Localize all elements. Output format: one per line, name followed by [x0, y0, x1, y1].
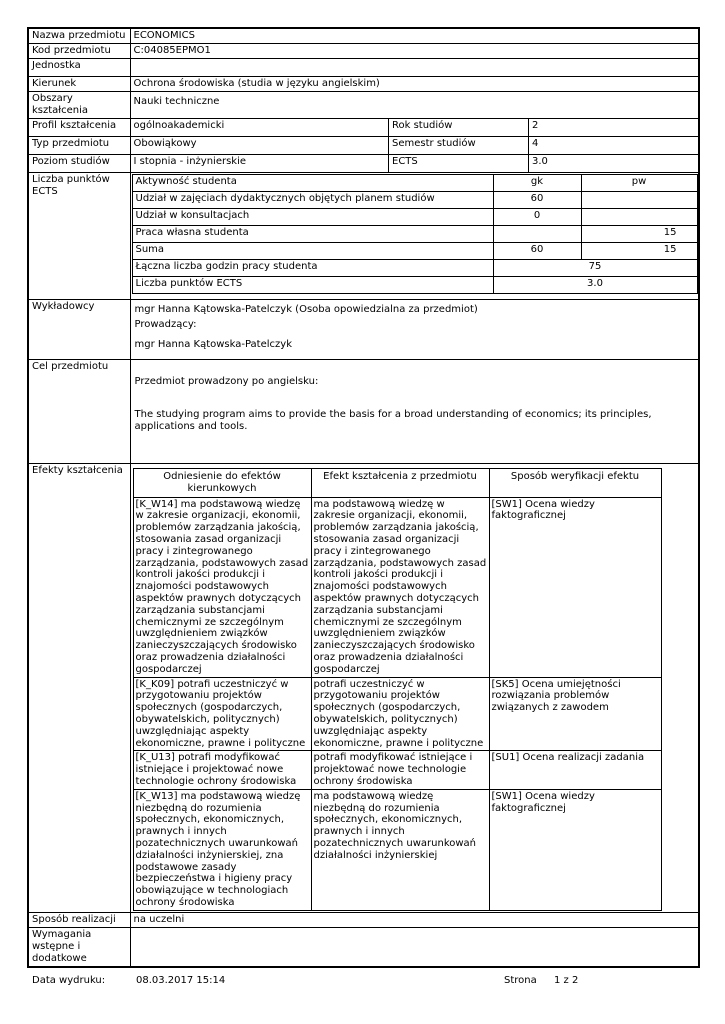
effects-header-effect: Efekt kształcenia z przedmiotu [311, 469, 489, 498]
effect-verification: [SW1] Ocena wiedzy faktograficznej [489, 497, 661, 677]
label-wymagania [28, 927, 130, 967]
value-rok: 2 [529, 119, 699, 136]
ects-row-pw [581, 192, 697, 209]
row-obszary [28, 92, 699, 119]
label-kierunek: Kierunek [28, 77, 130, 92]
value-ects: 3.0 [529, 155, 699, 172]
ects-row [132, 192, 697, 209]
ects-row-label: Praca własna studenta [132, 226, 493, 243]
row-cel [28, 360, 699, 464]
ects-row-label: Suma [132, 243, 493, 260]
profil-cell [130, 119, 699, 137]
effect-verification: [SU1] Ocena realizacji zadania [489, 751, 661, 789]
ects-row-label: Udział w konsultacjach [132, 209, 493, 226]
effects-header-row [133, 469, 661, 498]
effect-ref: [K_K09] potrafi uczestniczyć w przygotowaniu projektów społecznych (gospodarczych, obywatelskich, politycznych) uwzględniając aspekty ekonomiczne, prawne i polityczne [133, 677, 311, 751]
label-liczba-punktow [28, 173, 130, 300]
row-wykladowcy [28, 300, 699, 360]
lecturer-prowadzacy-label: Prowadzący: [134, 319, 197, 330]
ects-total-points-value: 3.0 [493, 277, 697, 294]
row-efekty [28, 464, 699, 913]
ects-row-pw: 15 [581, 243, 697, 260]
effects-row [133, 677, 661, 751]
label-sposob: Sposób realizacji [28, 912, 130, 927]
label-wykladowcy: Wykładowcy [28, 300, 130, 360]
label-wymagania-line3: dodatkowe [32, 952, 87, 964]
label-semestr: Semestr studiów [389, 137, 529, 154]
value-jednostka [130, 59, 699, 77]
ects-row-pw [581, 209, 697, 226]
value-obszary: Nauki techniczne [130, 92, 699, 119]
ects-total-hours-row [132, 260, 697, 277]
row-jednostka [28, 59, 699, 77]
value-semestr: 4 [529, 137, 699, 154]
ects-row-pw: 15 [581, 226, 697, 243]
row-typ [28, 137, 699, 155]
value-poziom: I stopnia - inżynierskie [131, 155, 389, 172]
value-kierunek: Ochrona środowiska (studia w języku angielskim) [130, 77, 699, 92]
effect-verification: [SW1] Ocena wiedzy faktograficznej [489, 789, 661, 910]
effects-header-verification: Sposób weryfikacji efektu [489, 469, 661, 498]
effects-cell [130, 464, 699, 913]
row-kierunek [28, 77, 699, 92]
label-wymagania-line1: Wymagania [32, 928, 92, 940]
row-liczba-punktow [28, 173, 699, 300]
ects-total-hours-label: Łączna liczba godzin pracy studenta [132, 260, 493, 277]
row-sposob [28, 912, 699, 927]
effect-description: ma podstawową wiedzę w zakresie organizacji, ekonomii, problemów zarządzania jakością, stosowania zasad organizacji pracy i zintegrowanego zarządzania, podstawowych zasad kontroli jakości produkcji i znajomości podstawowych aspektów prawnych dotyczących zarządzania substancjami chemicznymi ze szczególnym uwzględnieniem związków zanieczyszczających środowisko oraz prowadzenia działalności gospodarczej [311, 497, 489, 677]
value-cel [130, 360, 699, 464]
row-kod [28, 44, 699, 59]
objective-text-line: The studying program aims to provide the basis for a broad understanding of economics; its principles, [134, 409, 652, 420]
lecturer-line: mgr Hanna Kątowska-Patelczyk (Osoba opowiedzialna za przedmiot) [134, 304, 478, 315]
ects-row-gk: 0 [493, 209, 581, 226]
effects-table [133, 468, 662, 911]
syllabus-sheet [27, 27, 699, 968]
label-kod: Kod przedmiotu [28, 44, 130, 59]
ects-row [132, 209, 697, 226]
lecturer-line: mgr Hanna Kątowska-Patelczyk [134, 339, 292, 350]
label-liczba-line2: ECTS [32, 186, 58, 197]
value-nazwa: ECONOMICS [130, 28, 699, 44]
label-wymagania-line2: wstępne i [32, 940, 81, 952]
label-ects: ECTS [389, 155, 529, 172]
typ-cell [130, 137, 699, 155]
label-obszary [28, 92, 130, 119]
effects-row [133, 497, 661, 677]
ects-header-row [132, 175, 697, 192]
label-efekty: Efekty kształcenia [28, 464, 130, 913]
effect-ref: [K_U13] potrafi modyfikować istniejące i projektować nowe technologie ochrony środowiska [133, 751, 311, 789]
ects-row-gk: 60 [493, 192, 581, 209]
ects-cell [130, 173, 699, 300]
effects-row [133, 789, 661, 910]
label-liczba-line1: Liczba punktów [32, 174, 110, 185]
ects-header-gk: gk [493, 175, 581, 192]
value-profil: ogólnoakademicki [131, 119, 389, 136]
effect-ref: [K_W14] ma podstawową wiedzę w zakresie organizacji, ekonomii, problemów zarządzania jakością, stosowania zasad organizacji pracy i zintegrowanego zarządzania, podstawowych zasad kontroli jakości produkcji i znajomości podstawowych aspektów prawnych dotyczących zarządzania substancjami chemicznymi ze szczególnym uwzględnieniem związków zanieczyszczających środowisko oraz prowadzenia działalności gospodarczej [133, 497, 311, 677]
label-obszary-line2: kształcenia [32, 105, 89, 116]
effect-ref: [K_W13] ma podstawową wiedzę niezbędną do rozumienia społecznych, ekonomicznych, prawnych i innych pozatechnicznych uwarunkowań działalności inżynierskiej, zna podstawowe zasady bezpieczeństwa i higieny pracy obowiązujące w technologiach ochrony środowiska [133, 789, 311, 910]
label-rok: Rok studiów [389, 119, 529, 136]
value-wymagania [130, 927, 699, 967]
value-kod: C:04085EPMO1 [130, 44, 699, 59]
ects-header-label: Aktywność studenta [132, 175, 493, 192]
row-poziom [28, 155, 699, 173]
label-jednostka: Jednostka [28, 59, 130, 77]
page-number: 1 z 2 [554, 975, 579, 986]
page-label: Strona [504, 975, 537, 986]
print-date: 08.03.2017 15:14 [136, 975, 226, 986]
effect-description: ma podstawową wiedzę niezbędną do rozumienia społecznych, ekonomicznych, prawnych i innych pozatechnicznych uwarunkowań działalności inżynierskiej [311, 789, 489, 910]
label-nazwa: Nazwa przedmiotu [28, 28, 130, 44]
ects-header-pw: pw [581, 175, 697, 192]
ects-total-hours-value: 75 [493, 260, 697, 277]
ects-row [132, 226, 697, 243]
row-nazwa [28, 28, 699, 44]
label-profil: Profil kształcenia [28, 119, 130, 137]
effects-header-ref: Odniesienie do efektów kierunkowych [133, 469, 311, 498]
ects-row-gk [493, 226, 581, 243]
objective-text-line: applications and tools. [134, 421, 248, 432]
ects-row-label: Udział w zajęciach dydaktycznych objętych planem studiów [132, 192, 493, 209]
label-typ: Typ przedmiotu [28, 137, 130, 155]
ects-total-points-label: Liczba punktów ECTS [132, 277, 493, 294]
typ-table [131, 137, 699, 154]
row-profil [28, 119, 699, 137]
value-wykladowcy [130, 300, 699, 360]
objective-intro: Przedmiot prowadzony po angielsku: [134, 376, 319, 387]
poziom-table [131, 155, 699, 172]
ects-total-points-row [132, 277, 697, 294]
ects-row-gk: 60 [493, 243, 581, 260]
syllabus-table [27, 27, 700, 968]
effects-row [133, 751, 661, 789]
label-obszary-line1: Obszary [32, 93, 73, 104]
ects-table [132, 174, 698, 294]
effect-description: potrafi modyfikować istniejące i projektować nowe technologie ochrony środowiska [311, 751, 489, 789]
value-typ: Obowiąkowy [131, 137, 389, 154]
poziom-cell [130, 155, 699, 173]
effect-verification: [SK5] Ocena umiejętności rozwiązania problemów związanych z zawodem [489, 677, 661, 751]
effect-description: potrafi uczestniczyć w przygotowaniu projektów społecznych (gospodarczych, obywatelskich, politycznych) uwzględniając aspekty ekonomiczne, prawne i polityczne [311, 677, 489, 751]
value-sposob: na uczelni [130, 912, 699, 927]
label-poziom: Poziom studiów [28, 155, 130, 173]
row-wymagania [28, 927, 699, 967]
print-date-label: Data wydruku: [32, 975, 106, 986]
profil-table [131, 119, 699, 136]
label-cel: Cel przedmiotu [28, 360, 130, 464]
ects-row [132, 243, 697, 260]
